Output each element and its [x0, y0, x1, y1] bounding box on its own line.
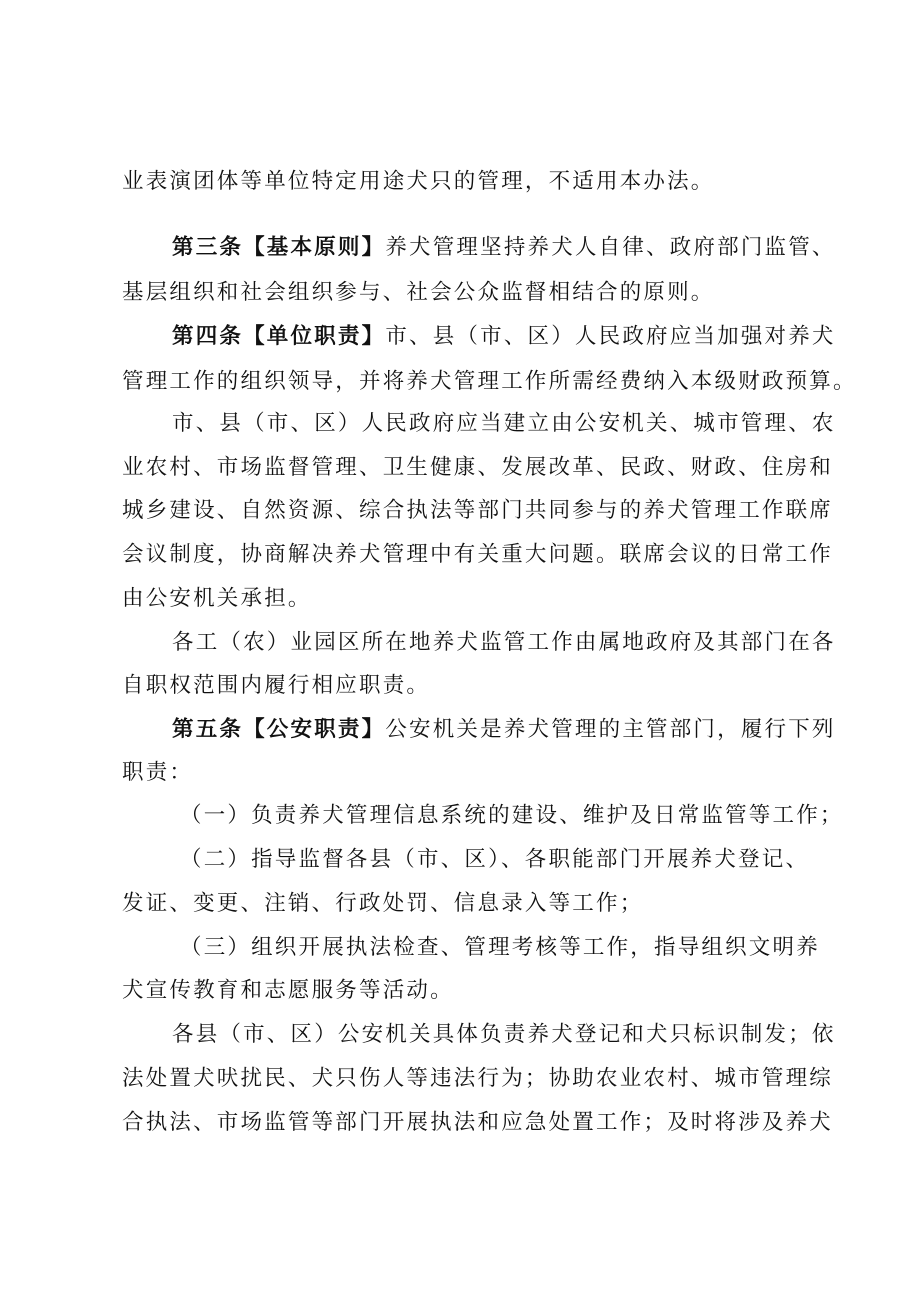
article-heading: 第三条【基本原则】	[172, 235, 386, 260]
text-line: 各工（农）业园区所在地养犬监管工作由属地政府及其部门在各	[172, 630, 836, 655]
text-run: 市、县（市、区）人民政府应当加强对养犬	[385, 324, 836, 349]
text-line: 犬宣传教育和志愿服务等活动。	[122, 978, 454, 1003]
text-line: （三）组织开展执法检查、管理考核等工作，指导组织文明养	[180, 935, 820, 960]
text-line: 基层组织和社会组织参与、社会公众监督相结合的原则。	[122, 280, 715, 305]
text-line: 法处置犬吠扰民、犬只伤人等违法行为；协助农业农村、城市管理综	[122, 1066, 834, 1091]
text-run: 养犬管理坚持养犬人自律、政府部门监管、	[385, 235, 836, 260]
text-line: （一）负责养犬管理信息系统的建设、维护及日常监管等工作；	[180, 803, 844, 828]
text-line: 会议制度，协商解决养犬管理中有关重大问题。联席会议的日常工作	[122, 542, 834, 567]
text-line: 市、县（市、区）人民政府应当建立由公安机关、城市管理、农	[172, 411, 836, 436]
article-heading: 第四条【单位职责】	[172, 324, 386, 349]
text-line: 自职权范围内履行相应职责。	[122, 673, 431, 698]
text-line: 合执法、市场监管等部门开展执法和应急处置工作；及时将涉及养犬	[122, 1110, 834, 1135]
text-line: 发证、变更、注销、行政处罚、信息录入等工作；	[122, 891, 644, 916]
text-line: 城乡建设、自然资源、综合执法等部门共同参与的养犬管理工作联席	[122, 498, 834, 523]
text-line: 职责：	[122, 760, 194, 785]
text-run: 公安机关是养犬管理的主管部门，履行下列	[385, 717, 836, 742]
text-line: （二）指导监督各县（市、区）、各职能部门开展养犬登记、	[180, 847, 810, 872]
article-5-first-line	[172, 715, 836, 745]
text-line: 由公安机关承担。	[122, 586, 312, 611]
text-line: 管理工作的组织领导，并将养犬管理工作所需经费纳入本级财政预算。	[122, 369, 857, 394]
article-4-first-line	[172, 322, 836, 352]
article-heading: 第五条【公安职责】	[172, 717, 386, 742]
text-line: 各县（市、区）公安机关具体负责养犬登记和犬只标识制发；依	[172, 1022, 836, 1047]
article-3-first-line	[172, 233, 836, 263]
text-line: 业农村、市场监督管理、卫生健康、发展改革、民政、财政、住房和	[122, 455, 834, 480]
text-line: 业表演团体等单位特定用途犬只的管理，不适用本办法。	[122, 169, 715, 194]
